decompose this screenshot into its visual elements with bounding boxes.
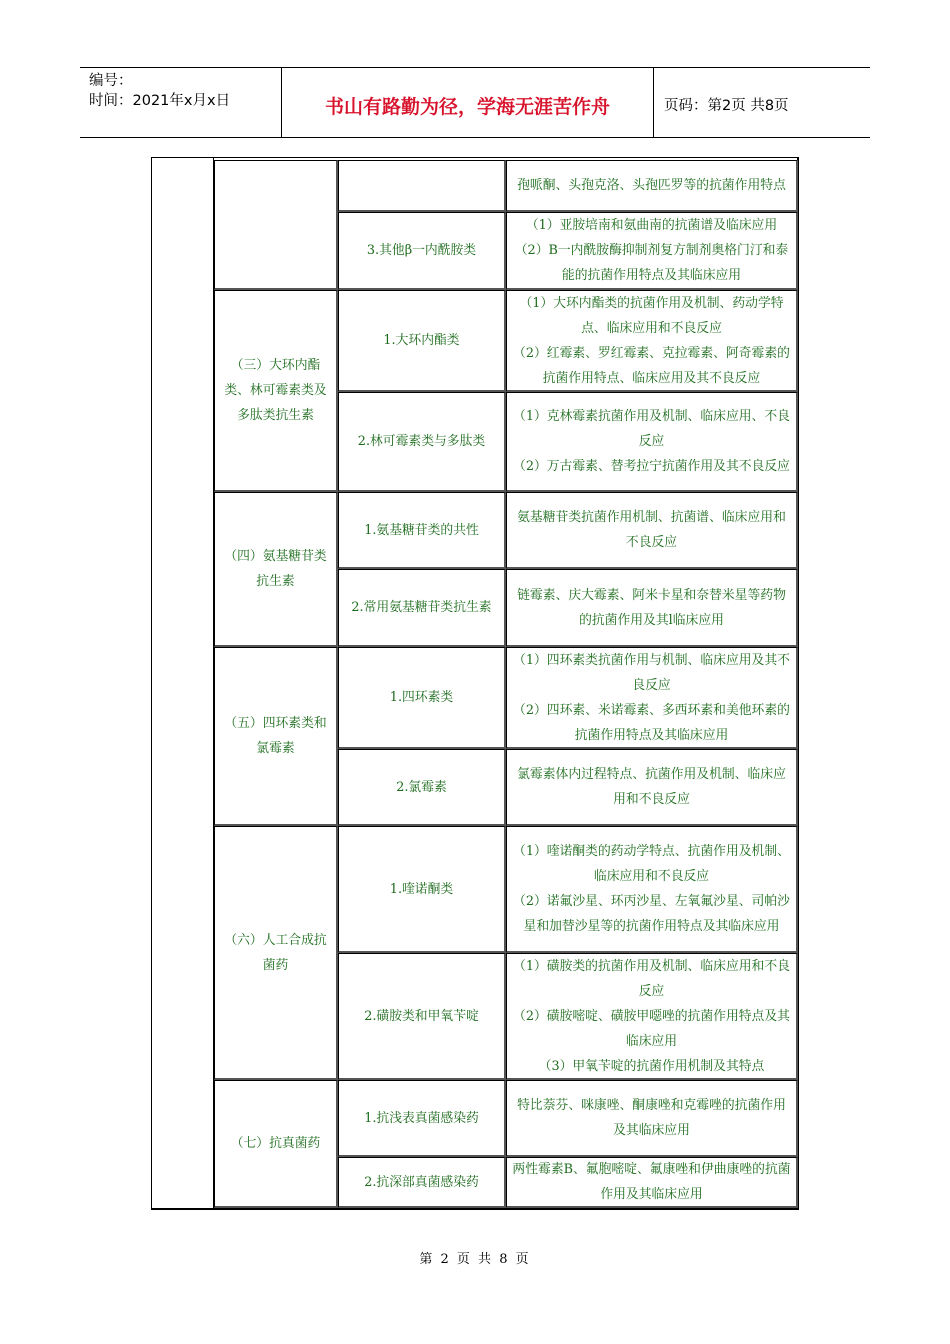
desc-cell: 氯霉素体内过程特点、抗菌作用及机制、临床应 用和不良反应 xyxy=(506,749,798,826)
group-cell: （三）大环内酯类、林可霉素类及多肽类抗生素 xyxy=(214,290,338,492)
desc-cell: 孢哌酮、头孢克洛、头孢匹罗等的抗菌作用特点 xyxy=(506,160,798,212)
time-label: 时间：2021年x月x日 xyxy=(89,93,231,109)
group-cell: （四）氨基糖苷类抗生素 xyxy=(214,492,338,647)
topic-cell: 1.抗浅表真菌感染药 xyxy=(338,1080,506,1157)
topic-cell: 1.大环内酯类 xyxy=(338,290,506,392)
topic-cell: 2.氯霉素 xyxy=(338,749,506,826)
page-footer: 第 2 页 共 8 页 xyxy=(419,1252,531,1267)
topic-cell: 2.磺胺类和甲氧苄啶 xyxy=(338,953,506,1080)
group-cell: （七）抗真菌药 xyxy=(214,1080,338,1208)
topic-cell: 1.喹诺酮类 xyxy=(338,826,506,953)
desc-cell: （1）四环素类抗菌作用与机制、临床应用及其不良反应 （2）四环素、米诺霉素、多西环素和美他环素的抗菌作用特点及其临床应用 xyxy=(506,647,798,749)
desc-cell: （1）喹诺酮类的药动学特点、抗菌作用及机制、临床应用和不良反应 （2）诺氟沙星、环丙沙星、左氧氟沙星、司帕沙星和加替沙星等的抗菌作用特点及其临床应用 xyxy=(506,826,798,953)
topic-cell: 3.其他β一内酰胺类 xyxy=(338,212,506,290)
topic-cell: 2.林可霉素类与多肽类 xyxy=(338,392,506,492)
desc-cell: 特比萘芬、咪康唑、酮康唑和克霉唑的抗菌作用 及其临床应用 xyxy=(506,1080,798,1157)
desc-cell: 两性霉素B、氟胞嘧啶、氟康唑和伊曲康唑的抗菌作用及其临床应用 xyxy=(506,1157,798,1208)
desc-cell: 链霉素、庆大霉素、阿米卡星和奈替米星等药物 的抗菌作用及其l临床应用 xyxy=(506,569,798,647)
desc-cell: （1）克林霉素抗菌作用及机制、临床应用、不良反应 （2）万古霉素、替考拉宁抗菌作用及其不良反应 xyxy=(506,392,798,492)
desc-cell: （1）大环内酯类的抗菌作用及机制、药动学特点、临床应用和不良反应 （2）红霉素、罗红霉素、克拉霉素、阿奇霉素的抗菌作用特点、临床应用及其不良反应 xyxy=(506,290,798,392)
group-cell: （五）四环素类和氯霉素 xyxy=(214,647,338,826)
header-motto: 书山有路勤为径，学海无涯苦作舟 xyxy=(281,68,654,137)
topic-cell: 2.常用氨基糖苷类抗生素 xyxy=(338,569,506,647)
page-header xyxy=(80,67,870,138)
topic-cell: 1.氨基糖苷类的共性 xyxy=(338,492,506,569)
group-cell-continued xyxy=(214,160,338,290)
topic-cell: 1.四环素类 xyxy=(338,647,506,749)
number-label: 编号： xyxy=(89,73,133,89)
desc-cell: （1）亚胺培南和氨曲南的抗菌谱及临床应用 （2）B一内酰胺酶抑制剂复方制剂奥格门汀和泰能的抗菌作用特点及其临床应用 xyxy=(506,212,798,290)
group-cell: （六）人工合成抗菌药 xyxy=(214,826,338,1080)
desc-cell: （1）磺胺类的抗菌作用及机制、临床应用和不良反应 （2）磺胺嘧啶、磺胺甲噁唑的抗菌作用特点及其临床应用 （3）甲氧苄啶的抗菌作用机制及其特点 xyxy=(506,953,798,1080)
topic-cell: 2.抗深部真菌感染药 xyxy=(338,1157,506,1208)
header-page-label: 页码：第2页 共8页 xyxy=(664,98,789,114)
topic-cell-continued xyxy=(338,160,506,212)
desc-cell: 氨基糖苷类抗菌作用机制、抗菌谱、临床应用和 不良反应 xyxy=(506,492,798,569)
header-meta xyxy=(80,68,281,137)
